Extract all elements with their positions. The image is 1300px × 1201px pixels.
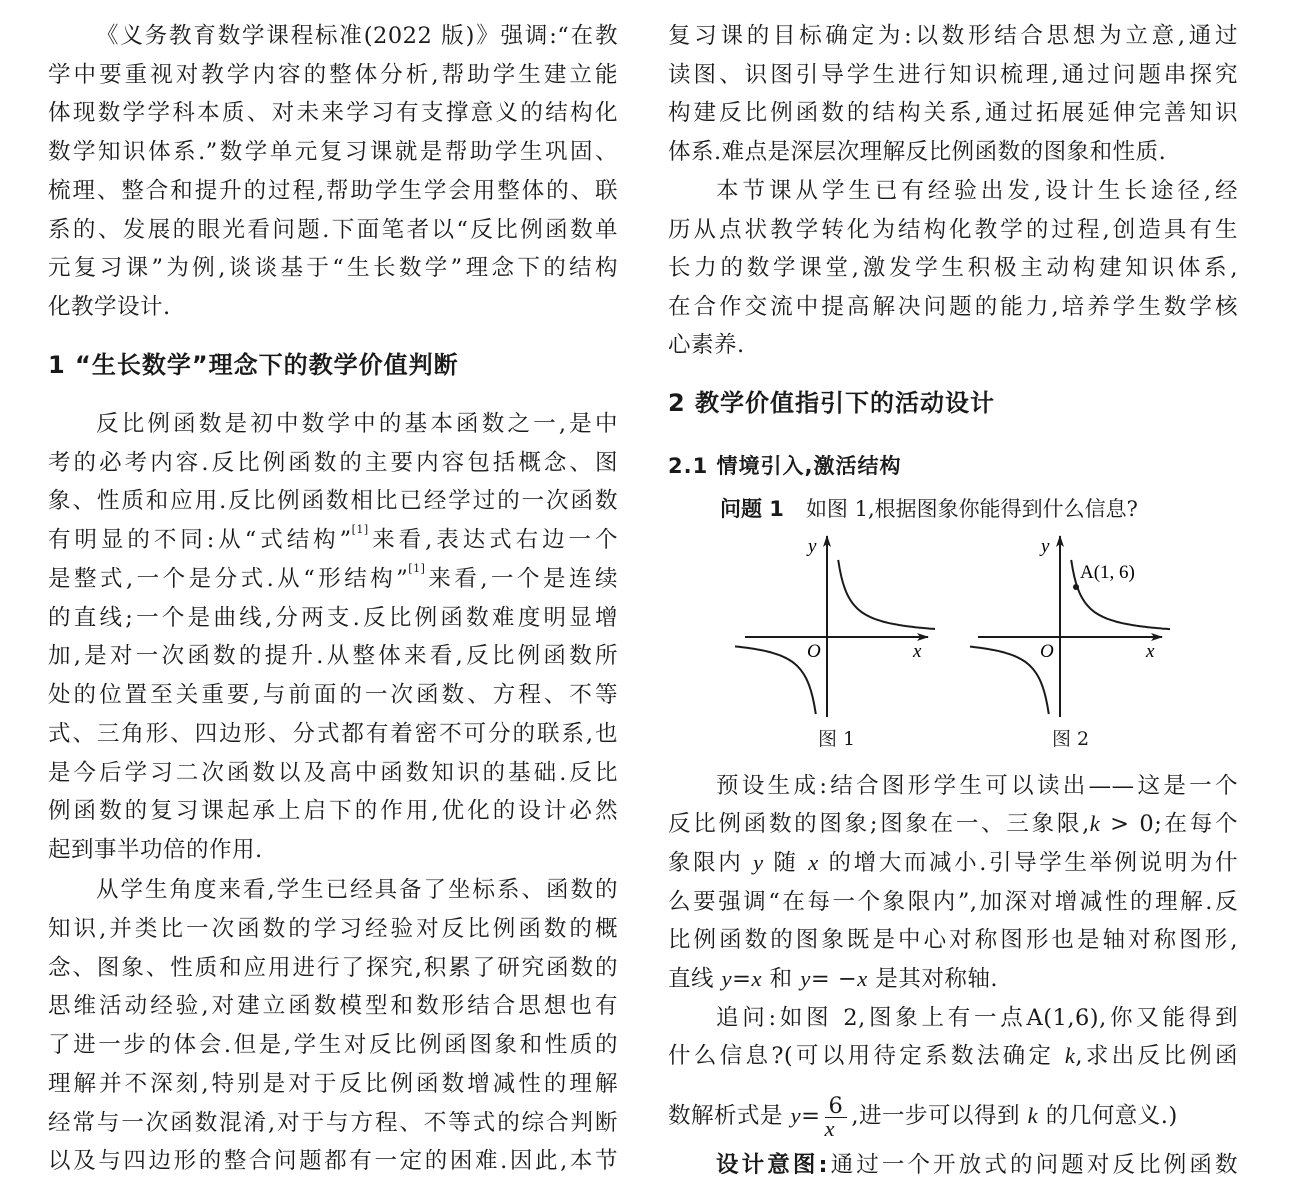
hyperbola-branch-q1 — [838, 560, 935, 630]
math-k: k — [1027, 1103, 1039, 1128]
fraction-numerator: 6 — [825, 1095, 848, 1118]
intro-line: 数学知识体系.”数学单元复习课就是帮助学生巩固、 — [48, 139, 618, 165]
intro-line: 梳理、整合和提升的过程,帮助学生学会用整体的、联 — [48, 178, 618, 204]
hyperbola-branch-q3 — [735, 644, 816, 714]
para-line: 预设生成:结合图形学生可以读出——这是一个 — [716, 773, 1238, 799]
hyperbola-branch-q3 — [970, 644, 1049, 714]
origin-label: O — [807, 641, 821, 662]
para-line: 经常与一次函数混淆,对于与方程、不等式的综合判断 — [48, 1110, 618, 1136]
para-line: 是今后学习二次函数以及高中函数知识的基础.反比 — [48, 760, 618, 786]
point-a-label: A(1, 6) — [1080, 562, 1135, 583]
citation[interactable]: [1] — [351, 523, 369, 536]
math-x: x — [857, 966, 868, 991]
text-segment: > 0;在每个 — [1100, 811, 1239, 837]
question-text: 如图 1,根据图象你能得到什么信息? — [805, 497, 1138, 521]
para-line: 反比例函数是初中数学中的基本函数之一,是中 — [96, 411, 618, 437]
design-intent-line — [668, 1146, 1238, 1184]
para-line: 理解并不深刻,特别是对于反比例函数增减性的理解 — [48, 1071, 618, 1097]
design-intent-text: 通过一个开放式的问题对反比例函数 — [828, 1152, 1238, 1178]
text-segment: 什么信息?(可以用待定系数法确定 — [668, 1043, 1065, 1069]
text-segment: 反比例函数的图象;图象在一、三象限, — [668, 811, 1090, 837]
para-line: 式、三角形、四边形、分式都有着密不可分的联系,也 — [48, 721, 618, 747]
figure-1-caption: 图 1 — [818, 728, 856, 750]
intro-line: 系的、发展的眼光看问题.下面笔者以“反比例函数单 — [48, 217, 618, 243]
intro-line: 体现数学学科本质、对未来学习有支撑意义的结构化 — [48, 100, 618, 126]
fraction-denominator: x — [824, 1115, 836, 1141]
follow-up-line: 追问:如图 2,图象上有一点A(1,6),你又能得到 — [716, 1005, 1238, 1031]
para-line: 在合作交流中提高解决问题的能力,培养学生数学核 — [668, 294, 1238, 320]
intro-line: 学中要重视对教学内容的整体分析,帮助学生建立能 — [48, 62, 618, 88]
text-segment: 有明显的不同:从“式结构” — [48, 527, 352, 553]
question-1 — [720, 494, 1138, 524]
para-line — [668, 960, 1238, 998]
para-line-with-citation — [48, 560, 618, 598]
text-segment: 象限内 — [668, 850, 754, 876]
math-k: k — [1089, 811, 1101, 836]
math-x: x — [751, 966, 763, 991]
para-line: 处的位置至关重要,与前面的一次函数、方程、不等 — [48, 682, 618, 708]
math-x: x — [808, 850, 819, 875]
x-axis-label: x — [1146, 641, 1155, 662]
point-a — [1073, 584, 1079, 590]
para-line: 心素养. — [668, 332, 745, 358]
equals-sign: = — [801, 1103, 821, 1129]
y-axis-label: y — [1041, 536, 1050, 557]
para-line: 从学生角度来看,学生已经具备了坐标系、函数的 — [96, 877, 618, 903]
para-line: 象、性质和应用.反比例函数相比已经学过的一次函数 — [48, 488, 618, 514]
section2-1-heading: 2.1 情境引入,激活结构 — [668, 454, 902, 478]
text-segment: 的增大而减小.引导学生举例说明为什 — [818, 850, 1238, 876]
y-axis-label: y — [808, 536, 817, 557]
para-line: 长力的数学课堂,激发学生积极主动构建知识体系, — [668, 255, 1238, 281]
para-line: 复习课的目标确定为:以数形结合思想为立意,通过 — [668, 23, 1238, 49]
text-segment: 数解析式是 — [668, 1103, 791, 1129]
para-line: 例函数的复习课起承上启下的作用,优化的设计必然 — [48, 798, 618, 824]
text-segment: = − — [810, 966, 858, 992]
text-segment: 的几何意义.) — [1038, 1103, 1178, 1129]
follow-up-line — [668, 1037, 1238, 1075]
para-line: 思维活动经验,对建立函数模型和数形结合思想也有 — [48, 993, 618, 1019]
text-segment: 来看,表达式右边一个 — [368, 527, 619, 553]
math-k: k — [1064, 1043, 1076, 1068]
figure-2-graph — [970, 530, 1170, 730]
follow-up-line-with-fraction — [668, 1092, 1238, 1140]
figure-1-graph — [735, 530, 935, 730]
para-line: 么要强调“在每一个象限内”,加深对增减性的理解.反 — [668, 889, 1238, 915]
para-line-with-citation — [48, 521, 618, 559]
para-line: 的直线;一个是曲线,分两支.反比例函数难度明显增 — [48, 605, 618, 631]
para-line: 历从点状教学转化为结构化教学的过程,创造具有生 — [668, 217, 1238, 243]
text-segment: ,进一步可以得到 — [851, 1103, 1028, 1129]
math-y: y — [800, 966, 811, 991]
para-line: 加,是对一次函数的提升.从整体来看,反比例函数所 — [48, 643, 618, 669]
text-segment: 来看,一个是连续 — [425, 566, 619, 592]
para-line — [668, 844, 1238, 882]
text-segment: 是其对称轴. — [867, 966, 998, 992]
para-line: 知识,并类比一次函数的学习经验对反比例函数的概 — [48, 916, 618, 942]
text-segment: 随 — [763, 850, 809, 876]
section1-heading: 1 “生长数学”理念下的教学价值判断 — [48, 351, 459, 379]
math-y: y — [753, 850, 764, 875]
math-y: y — [790, 1103, 802, 1128]
para-line — [668, 805, 1238, 843]
section2-heading: 2 教学价值指引下的活动设计 — [668, 389, 996, 417]
fraction — [824, 1092, 848, 1141]
para-line: 比例函数的图象既是中心对称图形也是轴对称图形, — [668, 927, 1238, 953]
intro-line: 《义务教育数学课程标准(2022 版)》强调:“在教 — [96, 23, 618, 49]
text-segment: 和 — [762, 966, 801, 992]
origin-label: O — [1040, 641, 1054, 662]
para-line: 构建反比例函数的结构关系,通过拓展延伸完善知识 — [668, 100, 1238, 126]
text-segment: 直线 — [668, 966, 722, 992]
text-segment: ,求出反比例函 — [1075, 1043, 1238, 1069]
text-segment: 是整式,一个是分式.从“形结构” — [48, 566, 409, 592]
text-segment: = — [732, 966, 752, 992]
design-intent-label: 设计意图: — [716, 1152, 828, 1178]
intro-line: 元复习课”为例,谈谈基于“生长数学”理念下的结构 — [48, 255, 618, 281]
para-line: 考的必考内容.反比例函数的主要内容包括概念、图 — [48, 450, 618, 476]
para-line: 读图、识图引导学生进行知识梳理,通过问题串探究 — [668, 62, 1238, 88]
para-line: 念、图象、性质和应用进行了探究,积累了研究函数的 — [48, 955, 618, 981]
para-line: 体系.难点是深层次理解反比例函数的图象和性质. — [668, 139, 1167, 165]
x-axis-label: x — [913, 641, 922, 662]
figure-2-caption: 图 2 — [1052, 728, 1090, 750]
citation[interactable]: [1] — [408, 562, 426, 575]
question-label: 问题 1 — [720, 497, 784, 521]
para-line: 以及与四边形的整合问题都有一定的困难.因此,本节 — [48, 1148, 618, 1174]
para-line: 起到事半功倍的作用. — [48, 837, 263, 863]
para-line: 本节课从学生已有经验出发,设计生长途径,经 — [716, 178, 1238, 204]
para-line: 了进一步的体会.但是,学生对反比例函图象和性质的 — [48, 1032, 618, 1058]
intro-line: 化教学设计. — [48, 294, 171, 320]
math-y: y — [721, 966, 733, 991]
